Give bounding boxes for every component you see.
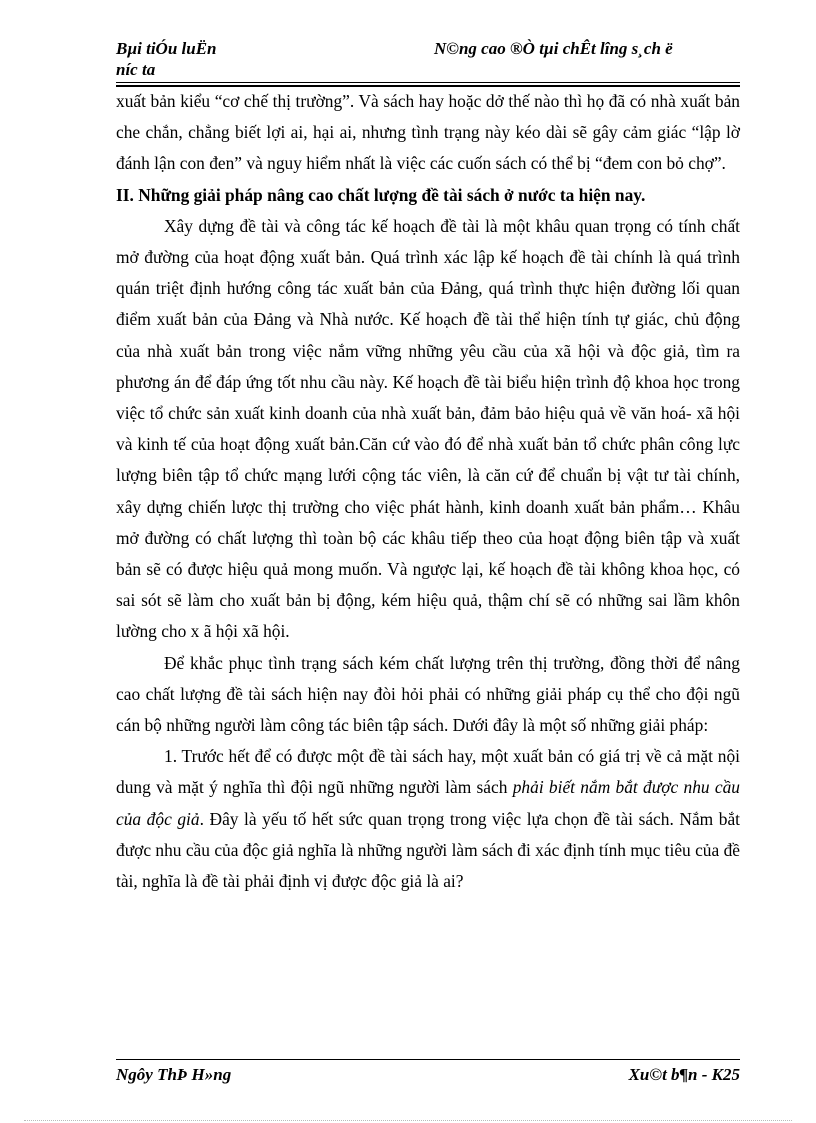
- paragraph-4-text-a: 1. Trước hết để có được một đề tài sách hay, một xuất bản có giá trị về cả mặt nội dung và mặt ý nghĩa thì đội ngũ những người làm sách: [116, 746, 740, 798]
- footer-author: Ngôy ThÞ H»ng: [116, 1065, 232, 1084]
- page-edge-dotted: [24, 1120, 792, 1121]
- section-heading: II. Những giải pháp nâng cao chất lượng đề tài sách ở nước ta hiện nay.: [116, 184, 646, 205]
- header-rule-thin: [116, 82, 740, 83]
- document-body: [116, 86, 740, 897]
- page-header: [116, 38, 740, 82]
- header-left-line2: níc ta: [116, 60, 156, 79]
- footer-rule: [116, 1059, 740, 1060]
- header-right: N©ng cao ®Ò tµi chÊt lîng s¸ch ë: [434, 39, 673, 58]
- header-left: [116, 38, 217, 80]
- paragraph-2: Xây dựng đề tài và công tác kế hoạch đề tài là một khâu quan trọng có tính chất mở đường của hoạt động xuất bản. Quá trình xác lập kế hoạch đề tài chính là quá trình quán triệt định hướng công tác xuất bản của Đảng, quá trình thực hiện đường lối quan điểm xuất bản của Đảng và Nhà nước. Kế hoạch đề tài thể hiện tính tự giác, chủ động của nhà xuất bản trong việc nắm vững những yêu cầu của xã hội và độc giả, tìm ra phương án để đáp ứng tốt nhu cầu này. Kế hoạch đề tài biểu hiện trình độ khoa học trong việc tổ chức sản xuất kinh doanh của nhà xuất bản, đảm bảo hiệu quả về văn hoá- xã hội và kinh tế của hoạt động xuất bản.Căn cứ vào đó để nhà xuất bản tổ chức phân công lực lượng biên tập tổ chức mạng lưới cộng tác viên, là căn cứ để chuẩn bị vật tư tài chính, xây dựng chiến lược thị trường cho việc phát hành, kinh doanh xuất bản phẩm… Khâu mở đường có chất lượng thì toàn bộ các khâu tiếp theo của hoạt động biên tập và xuất bản sẽ có được hiệu quả mong muốn. Và ngược lại, kế hoạch đề tài không khoa học, có sai sót sẽ làm cho xuất bản bị động, kém hiệu quả, thậm chí sẽ có những sai lầm khôn lường cho x ã hội xã hội.: [116, 215, 740, 642]
- header-left-line1: Bµi tiÓu luËn: [116, 39, 217, 58]
- paragraph-4-emphasis: phải biết nắm bắt được nhu cầu của độc giả: [116, 777, 740, 829]
- paragraph-4-text-b: . Đây là yếu tố hết sức quan trọng trong việc lựa chọn đề tài sách. Nắm bắt được nhu cầu của độc giả nghĩa là những người làm sách đi xác định tính mục tiêu của đề tài, nghĩa là đề tài phải định vị được độc giả là ai?: [116, 808, 741, 892]
- paragraph-1: xuất bản kiểu “cơ chế thị trường”. Và sách hay hoặc dở thế nào thì họ đã có nhà xuất bản che chắn, chẳng biết lợi ai, hại ai, nhưng tình trạng này kéo dài sẽ gây cảm giác “lập lờ đánh lận con đen” và nguy hiểm nhất là việc các cuốn sách có thể bị “đem con bỏ chợ”.: [116, 91, 740, 174]
- footer-class: Xu©t b¶n - K25: [628, 1065, 740, 1084]
- paragraph-3: Để khắc phục tình trạng sách kém chất lượng trên thị trường, đồng thời để nâng cao chất lượng đề tài sách hiện nay đòi hỏi phải có những giải pháp cụ thể cho đội ngũ cán bộ những người làm công tác biên tập sách. Dưới đây là một số những giải pháp:: [116, 652, 740, 736]
- page-footer: [116, 1064, 740, 1088]
- paragraph-4: [116, 741, 740, 897]
